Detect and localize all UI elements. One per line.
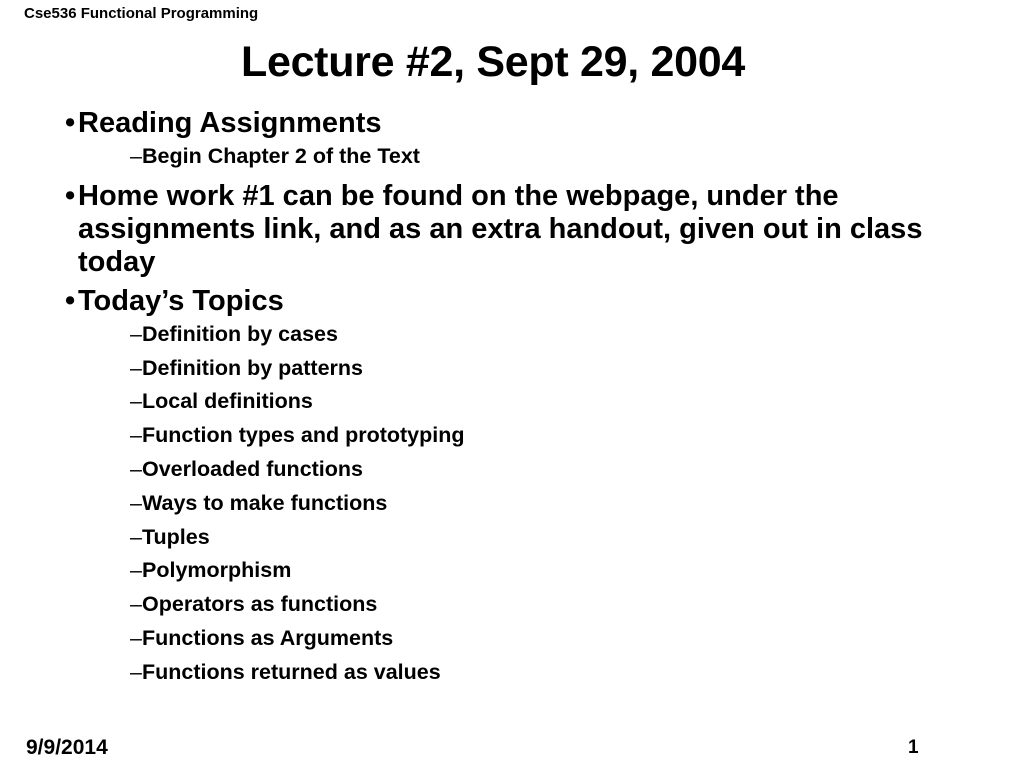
page-number: 1: [908, 737, 919, 758]
subitem-text: Overloaded functions: [142, 456, 364, 481]
subitem: [62, 419, 982, 453]
sub-marker: –: [130, 423, 142, 448]
sub-marker: –: [130, 490, 142, 515]
bullet-text: Home work #1 can be found on the webpage, under the assignments link, and as an extra handout, given out in class today: [78, 179, 923, 278]
sub-marker: –: [130, 389, 142, 414]
subitem-text: Operators as functions: [142, 592, 378, 617]
bullet-todays-topics: [62, 285, 982, 318]
subitem: [62, 554, 982, 588]
subitem-text: Functions as Arguments: [142, 625, 394, 650]
subitem-text: Polymorphism: [142, 558, 292, 583]
bullet-text: Reading Assignments: [78, 107, 382, 139]
bullet-marker: •: [65, 179, 76, 212]
bullet-reading-assignments: [62, 107, 982, 140]
course-header: Cse536 Functional Programming: [24, 5, 259, 22]
sub-marker: –: [130, 456, 142, 481]
sub-marker: –: [130, 659, 142, 684]
slide-content: [62, 107, 982, 690]
subitem: [62, 622, 982, 656]
subitem-text: Tuples: [142, 524, 210, 549]
subitem-text: Begin Chapter 2 of the Text: [142, 144, 420, 168]
subitem: [62, 656, 982, 690]
slide-title: Lecture #2, Sept 29, 2004: [240, 38, 745, 86]
subitem: [62, 588, 982, 622]
footer-date: 9/9/2014: [26, 736, 108, 759]
subitem-text: Function types and prototyping: [142, 423, 465, 448]
bullet-text: Today’s Topics: [78, 284, 284, 317]
sub-marker: –: [130, 144, 142, 168]
subitem: [62, 453, 982, 487]
subitem-text: Local definitions: [142, 389, 313, 414]
subitem: [62, 385, 982, 419]
sub-marker: –: [130, 625, 142, 650]
subitem-text: Functions returned as values: [142, 659, 441, 684]
subitem: [62, 318, 982, 352]
sub-marker: –: [130, 321, 142, 346]
bullet-homework: [62, 180, 948, 279]
subitem: [62, 521, 982, 555]
subitem-text: Ways to make functions: [142, 490, 388, 515]
subitem-text: Definition by patterns: [142, 355, 363, 380]
subitem: [62, 487, 982, 521]
subitem: [62, 352, 982, 386]
subitem-text: Definition by cases: [142, 321, 338, 346]
subitem: [62, 140, 982, 174]
bullet-marker: •: [65, 284, 76, 317]
sub-marker: –: [130, 355, 142, 380]
bullet-marker: •: [65, 107, 76, 139]
sub-marker: –: [130, 524, 142, 549]
sub-marker: –: [130, 558, 142, 583]
sub-marker: –: [130, 592, 142, 617]
